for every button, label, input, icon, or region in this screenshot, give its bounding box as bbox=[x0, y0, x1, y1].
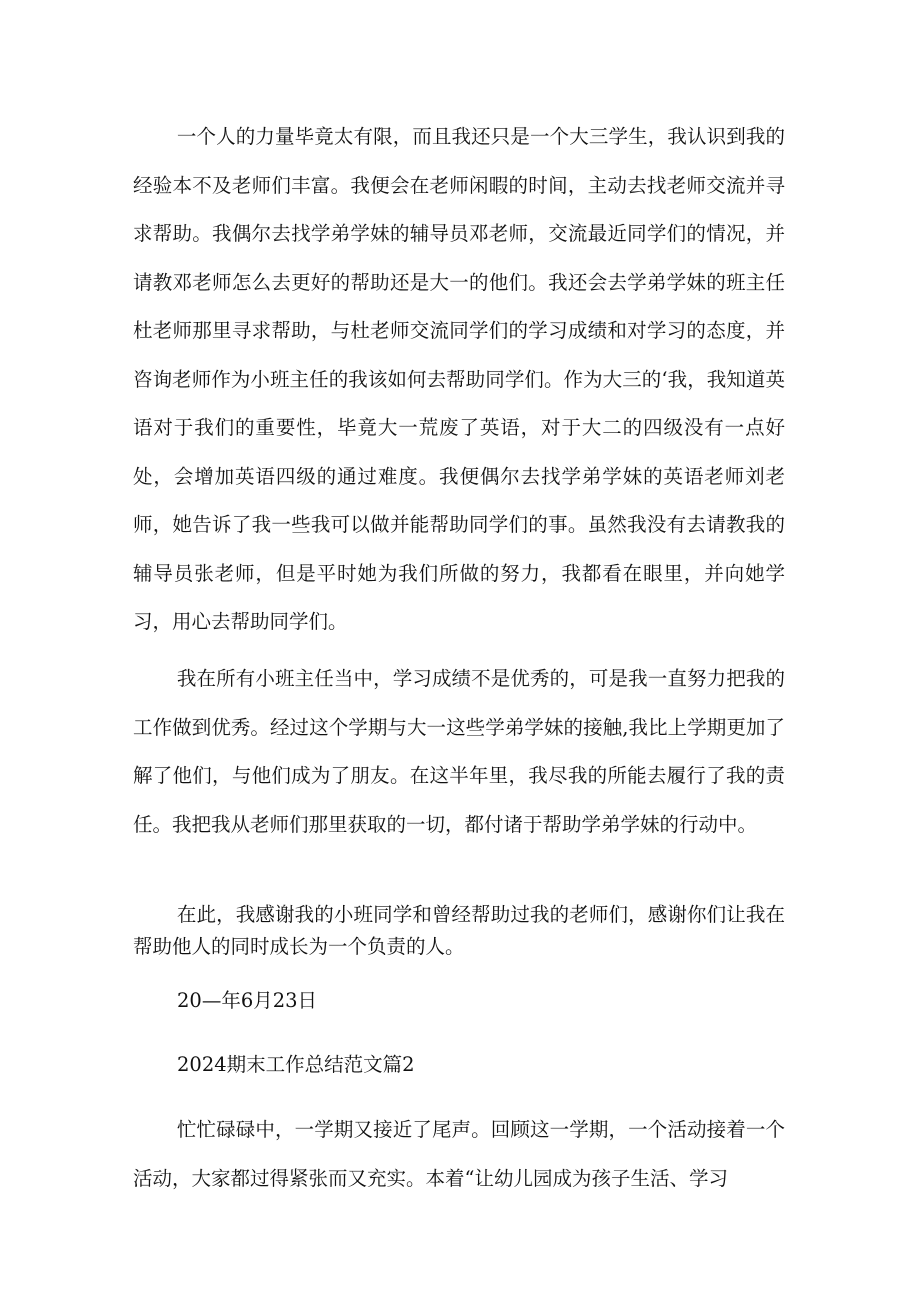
paragraph-thanks: 在此，我感谢我的小班同学和曾经帮助过我的老师们，感谢你们让我在帮助他人的同时成长为一个负责的人。 bbox=[133, 903, 785, 958]
paragraph-self-reflection: 我在所有小班主任当中，学习成绩不是优秀的，可是我一直努力把我的工作做到优秀。经过这个学期与大一这些学弟学妹的接触,我比上学期更加了解了他们，与他们成为了朋友。在这半年里，我尽我的所能去履行了我的责任。我把我从老师们那里获取的一切，都付诸于帮助学弟学妹的行动中。 bbox=[133, 667, 785, 836]
paragraph-semester-review: 忙忙碌碌中，一学期又接近了尾声。回顾这一学期，一个活动接着一个活动，大家都过得紧张而又充实。本着“让幼儿园成为孩子生活、学习 bbox=[133, 1118, 785, 1190]
paragraph-helping-efforts: 一个人的力量毕竟太有限，而且我还只是一个大三学生，我认识到我的经验本不及老师们丰富。我便会在老师闲暇的时间，主动去找老师交流并寻求帮助。我偶尔去找学弟学妹的辅导员邓老师，交流最近同学们的情况，并请教邓老师怎么去更好的帮助还是大一的他们。我还会去学弟学妹的班主任杜老师那里寻求帮助，与杜老师交流同学们的学习成绩和对学习的态度，并咨询老师作为小班主任的我该如何去帮助同学们。作为大三的‘我，我知道英语对于我们的重要性，毕竟大一荒废了英语，对于大二的四级没有一点好处，会增加英语四级的通过难度。我便偶尔去找学弟学妹的英语老师刘老师，她告诉了我一些我可以做并能帮助同学们的事。虽然我没有去请教我的辅导员张老师，但是平时她为我们所做的努力，我都看在眼里，并向她学习，用心去帮助同学们。 bbox=[133, 125, 785, 633]
document-date: 20—年6月23日 bbox=[177, 989, 318, 1012]
section-title: 2024期末工作总结范文篇2 bbox=[177, 1053, 415, 1076]
